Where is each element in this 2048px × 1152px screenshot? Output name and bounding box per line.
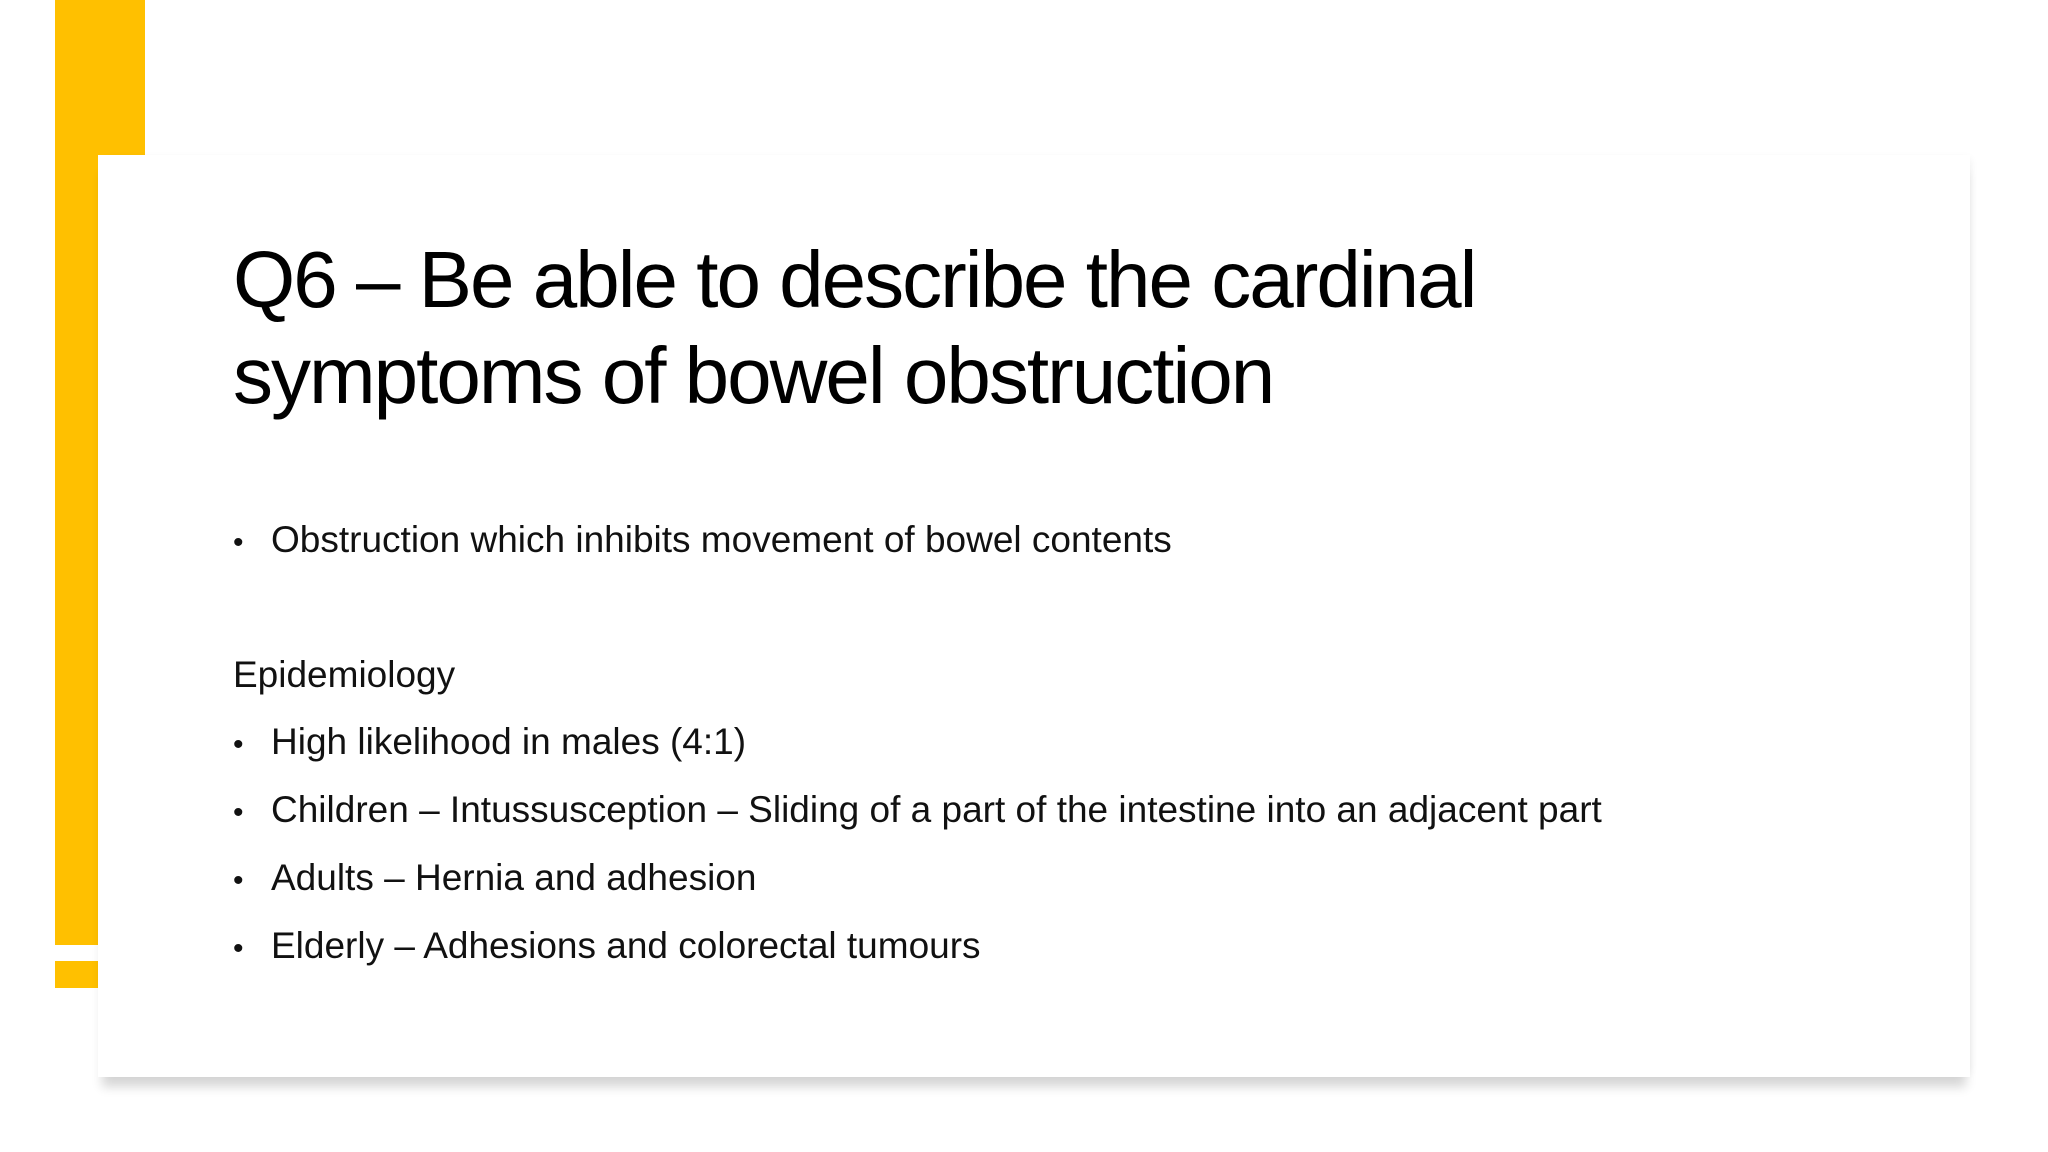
section-heading: Epidemiology bbox=[233, 654, 456, 695]
accent-bar-left bbox=[55, 0, 98, 945]
accent-bar-top bbox=[98, 0, 145, 155]
bullet-dot: • bbox=[233, 796, 244, 829]
list-item-text: Adults – Hernia and adhesion bbox=[271, 857, 757, 898]
accent-bar-foot bbox=[55, 961, 98, 988]
accent-gap bbox=[55, 945, 98, 961]
list-item bbox=[233, 924, 1833, 971]
bullet-dot: • bbox=[233, 932, 244, 965]
list-item-text: Children – Intussusception – Sliding of a part of the intestine into an adjacent part bbox=[271, 789, 1602, 830]
list-item bbox=[233, 788, 1833, 835]
slide-title: Q6 – Be able to describe the cardinal symptoms of bowel obstruction bbox=[233, 235, 1476, 420]
bullet-dot: • bbox=[233, 526, 244, 559]
list-item bbox=[233, 856, 1833, 903]
list-item bbox=[233, 720, 1833, 767]
list-item-text: High likelihood in males (4:1) bbox=[271, 721, 747, 762]
bullet-dot: • bbox=[233, 728, 244, 761]
intro-bullet bbox=[233, 518, 1833, 565]
list-item-text: Elderly – Adhesions and colorectal tumours bbox=[271, 925, 981, 966]
bullet-dot: • bbox=[233, 864, 244, 897]
intro-bullet-text: Obstruction which inhibits movement of bowel contents bbox=[271, 519, 1172, 560]
